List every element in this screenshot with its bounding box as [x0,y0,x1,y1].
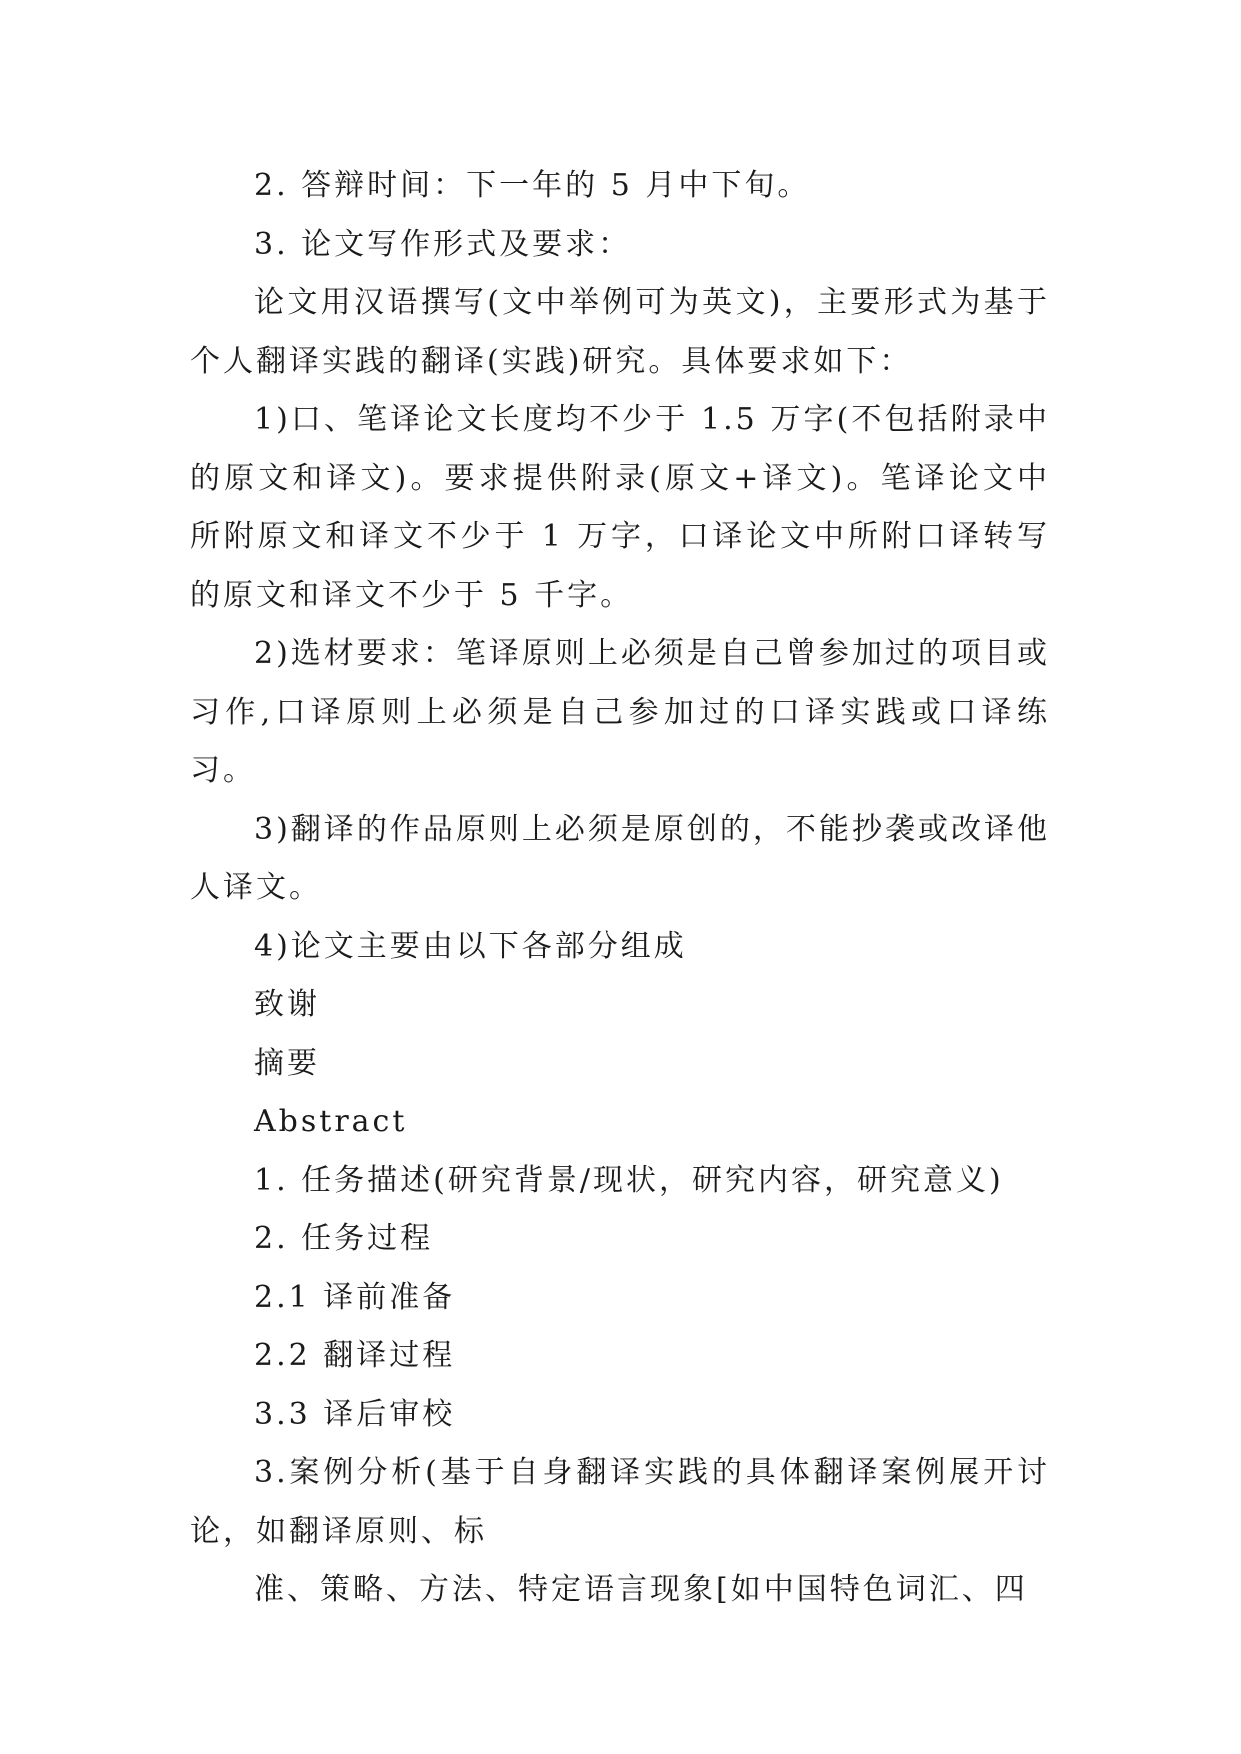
list-item-case-analysis: 3.案例分析(基于自身翻译实践的具体翻译案例展开讨论，如翻译原则、标 [190,1455,1050,1549]
list-item-translation-process: 2.2 翻译过程 [254,1338,456,1373]
paragraph-originality-requirement: 3)翻译的作品原则上必须是原创的，不能抄袭或改译他人译文。 [190,811,1050,905]
list-item-abstract-cn: 摘要 [254,1045,320,1081]
paragraph-case-analysis-continued: 准、策略、方法、特定语言现象[如中国特色词汇、四 [254,1572,1028,1607]
paragraph-structure-intro: 4)论文主要由以下各部分组成 [254,928,687,964]
paragraph-material-requirement: 2)选材要求：笔译原则上必须是自己曾参加过的项目或习作,口译原则上必须是自己参加过的口译实践或口译练习。 [190,636,1050,788]
list-item-task-process: 2. 任务过程 [254,1221,434,1256]
paragraph-length-requirement: 1)口、笔译论文长度均不少于 1.5 万字(不包括附录中的原文和译文)。要求提供附录(原文+译文)。笔译论文中所附原文和译文不少于 1 万字，口译论文中所附口译转写的原文和译文不少于 5 千字。 [190,402,1050,613]
list-item-acknowledgements: 致谢 [254,987,320,1022]
list-item-post-editing: 3.3 译后审校 [254,1396,456,1432]
document-body [190,157,1050,1620]
list-item-pre-translation: 2.1 译前准备 [254,1279,456,1315]
paragraph-defense-time: 2. 答辩时间：下一年的 5 月中下旬。 [254,168,811,203]
list-item-task-description: 1. 任务描述(研究背景/现状，研究内容，研究意义) [254,1162,1004,1198]
list-item-abstract-en: Abstract [254,1104,408,1139]
paragraph-format-heading: 3. 论文写作形式及要求： [254,226,632,262]
paragraph-language-requirement: 论文用汉语撰写(文中举例可为英文)，主要形式为基于个人翻译实践的翻译(实践)研究。具体要求如下： [190,285,1050,379]
